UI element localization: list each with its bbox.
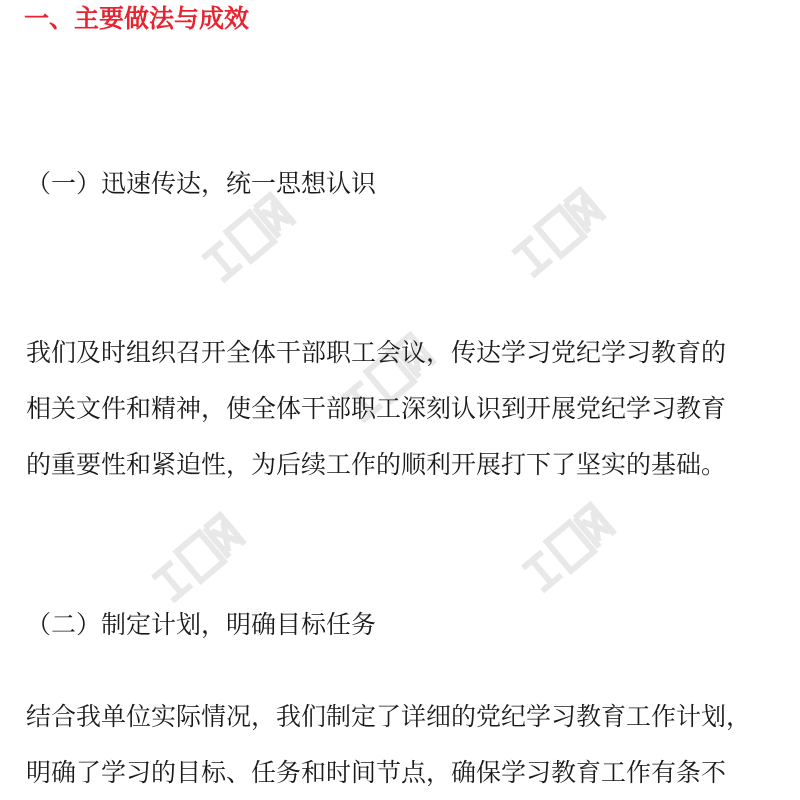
watermark-logo-icon [490, 175, 610, 295]
watermark-logo-icon [500, 490, 620, 610]
paragraph-line: 明确了学习的目标、任务和时间节点，确保学习教育工作有条不 [26, 758, 727, 787]
subsection-title: （一）迅速传达，统一思想认识 [26, 169, 377, 198]
paragraph-line: 相关文件和精神，使全体干部职工深刻认识到开展党纪学习教育 [26, 394, 727, 423]
paragraph-line: 我们及时组织召开全体干部职工会议，传达学习党纪学习教育的 [26, 338, 727, 367]
watermark-logo-icon [130, 500, 250, 620]
paragraph-line: 结合我单位实际情况，我们制定了详细的党纪学习教育工作计划， [26, 702, 752, 731]
paragraph-line: 的重要性和紧迫性，为后续工作的顺利开展打下了坚实的基础。 [26, 450, 727, 479]
subsection-title: （二）制定计划，明确目标任务 [26, 610, 377, 639]
paragraph [26, 700, 751, 800]
paragraph [26, 336, 726, 504]
section-heading: 一、主要做法与成效 [24, 4, 250, 33]
